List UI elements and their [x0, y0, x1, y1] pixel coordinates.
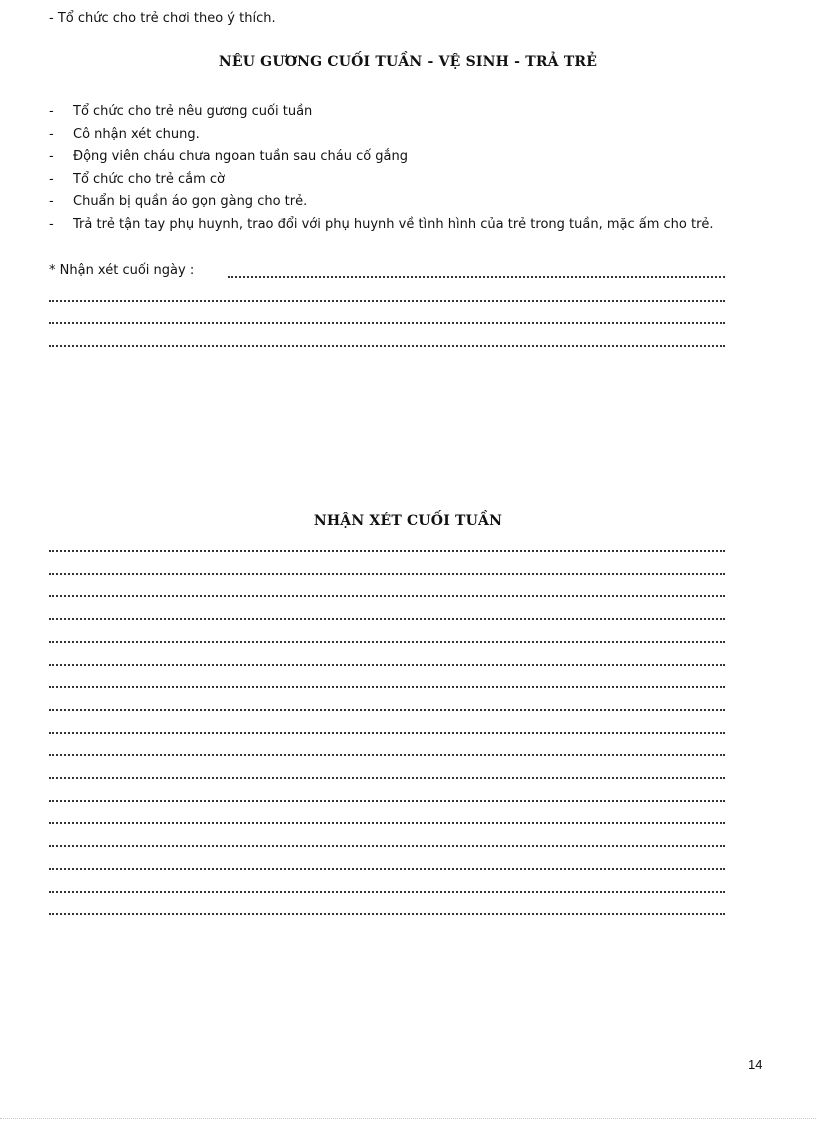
dotted-fill-line	[49, 654, 725, 666]
list-item	[49, 124, 749, 147]
section-title-nhận-xét: NHẬN XÉT CUỐI TUẦN	[313, 513, 503, 529]
list-item	[49, 146, 749, 169]
dotted-fill-line	[49, 585, 725, 597]
dotted-fill-line	[49, 744, 725, 756]
list-item-text: Tổ chức cho trẻ nêu gương cuối tuần	[73, 104, 313, 119]
dotted-fill-line	[49, 312, 725, 324]
bullet-marker: -	[49, 216, 54, 232]
list-item	[49, 214, 749, 237]
dotted-fill-line	[49, 767, 725, 779]
dotted-fill-line	[49, 835, 725, 847]
dotted-fill-line	[49, 335, 725, 347]
intro-line: - Tổ chức cho trẻ chơi theo ý thích.	[49, 11, 276, 26]
dotted-fill-line	[49, 290, 725, 302]
day-remark-label: * Nhận xét cuối ngày :	[49, 263, 195, 278]
dotted-fill-line	[49, 676, 725, 688]
list-item-text: Chuẩn bị quần áo gọn gàng cho trẻ.	[73, 194, 308, 210]
dotted-fill-line	[49, 722, 725, 734]
bullet-marker: -	[49, 171, 54, 187]
list-item-text: Cô nhận xét chung.	[73, 126, 200, 142]
dotted-fill-line	[49, 631, 725, 643]
bullet-marker: -	[49, 194, 54, 210]
dotted-fill-line	[49, 903, 725, 915]
list-item	[49, 101, 749, 124]
activity-list	[49, 101, 749, 237]
page-edge-rule	[0, 1118, 816, 1119]
dotted-fill-line	[49, 540, 725, 552]
bullet-marker: -	[49, 149, 54, 165]
dotted-fill-line	[49, 563, 725, 575]
dotted-fill-line	[49, 699, 725, 711]
list-item-text: Tổ chức cho trẻ cắm cờ	[73, 171, 225, 187]
dotted-fill-line	[49, 790, 725, 802]
dotted-fill-line	[49, 608, 725, 620]
list-item-text: Động viên cháu chưa ngoan tuần sau cháu cố gắng	[73, 149, 409, 165]
list-item-text: Trả trẻ tận tay phụ huynh, trao đổi với phụ huynh về tình hình của trẻ trong tuần, mặc ấm cho trẻ.	[73, 216, 714, 232]
dotted-fill-line	[228, 266, 725, 278]
list-item	[49, 169, 749, 192]
bullet-marker: -	[49, 126, 54, 142]
dotted-fill-line	[49, 881, 725, 893]
dotted-fill-line	[49, 858, 725, 870]
dotted-fill-line	[49, 812, 725, 824]
section-title-nêu-gương: NÊU GƯƠNG CUỐI TUẦN - VỆ SINH - TRẢ TRẺ	[218, 54, 598, 70]
bullet-marker: -	[49, 104, 54, 119]
list-item	[49, 191, 749, 214]
page-number: 14	[748, 1057, 763, 1072]
